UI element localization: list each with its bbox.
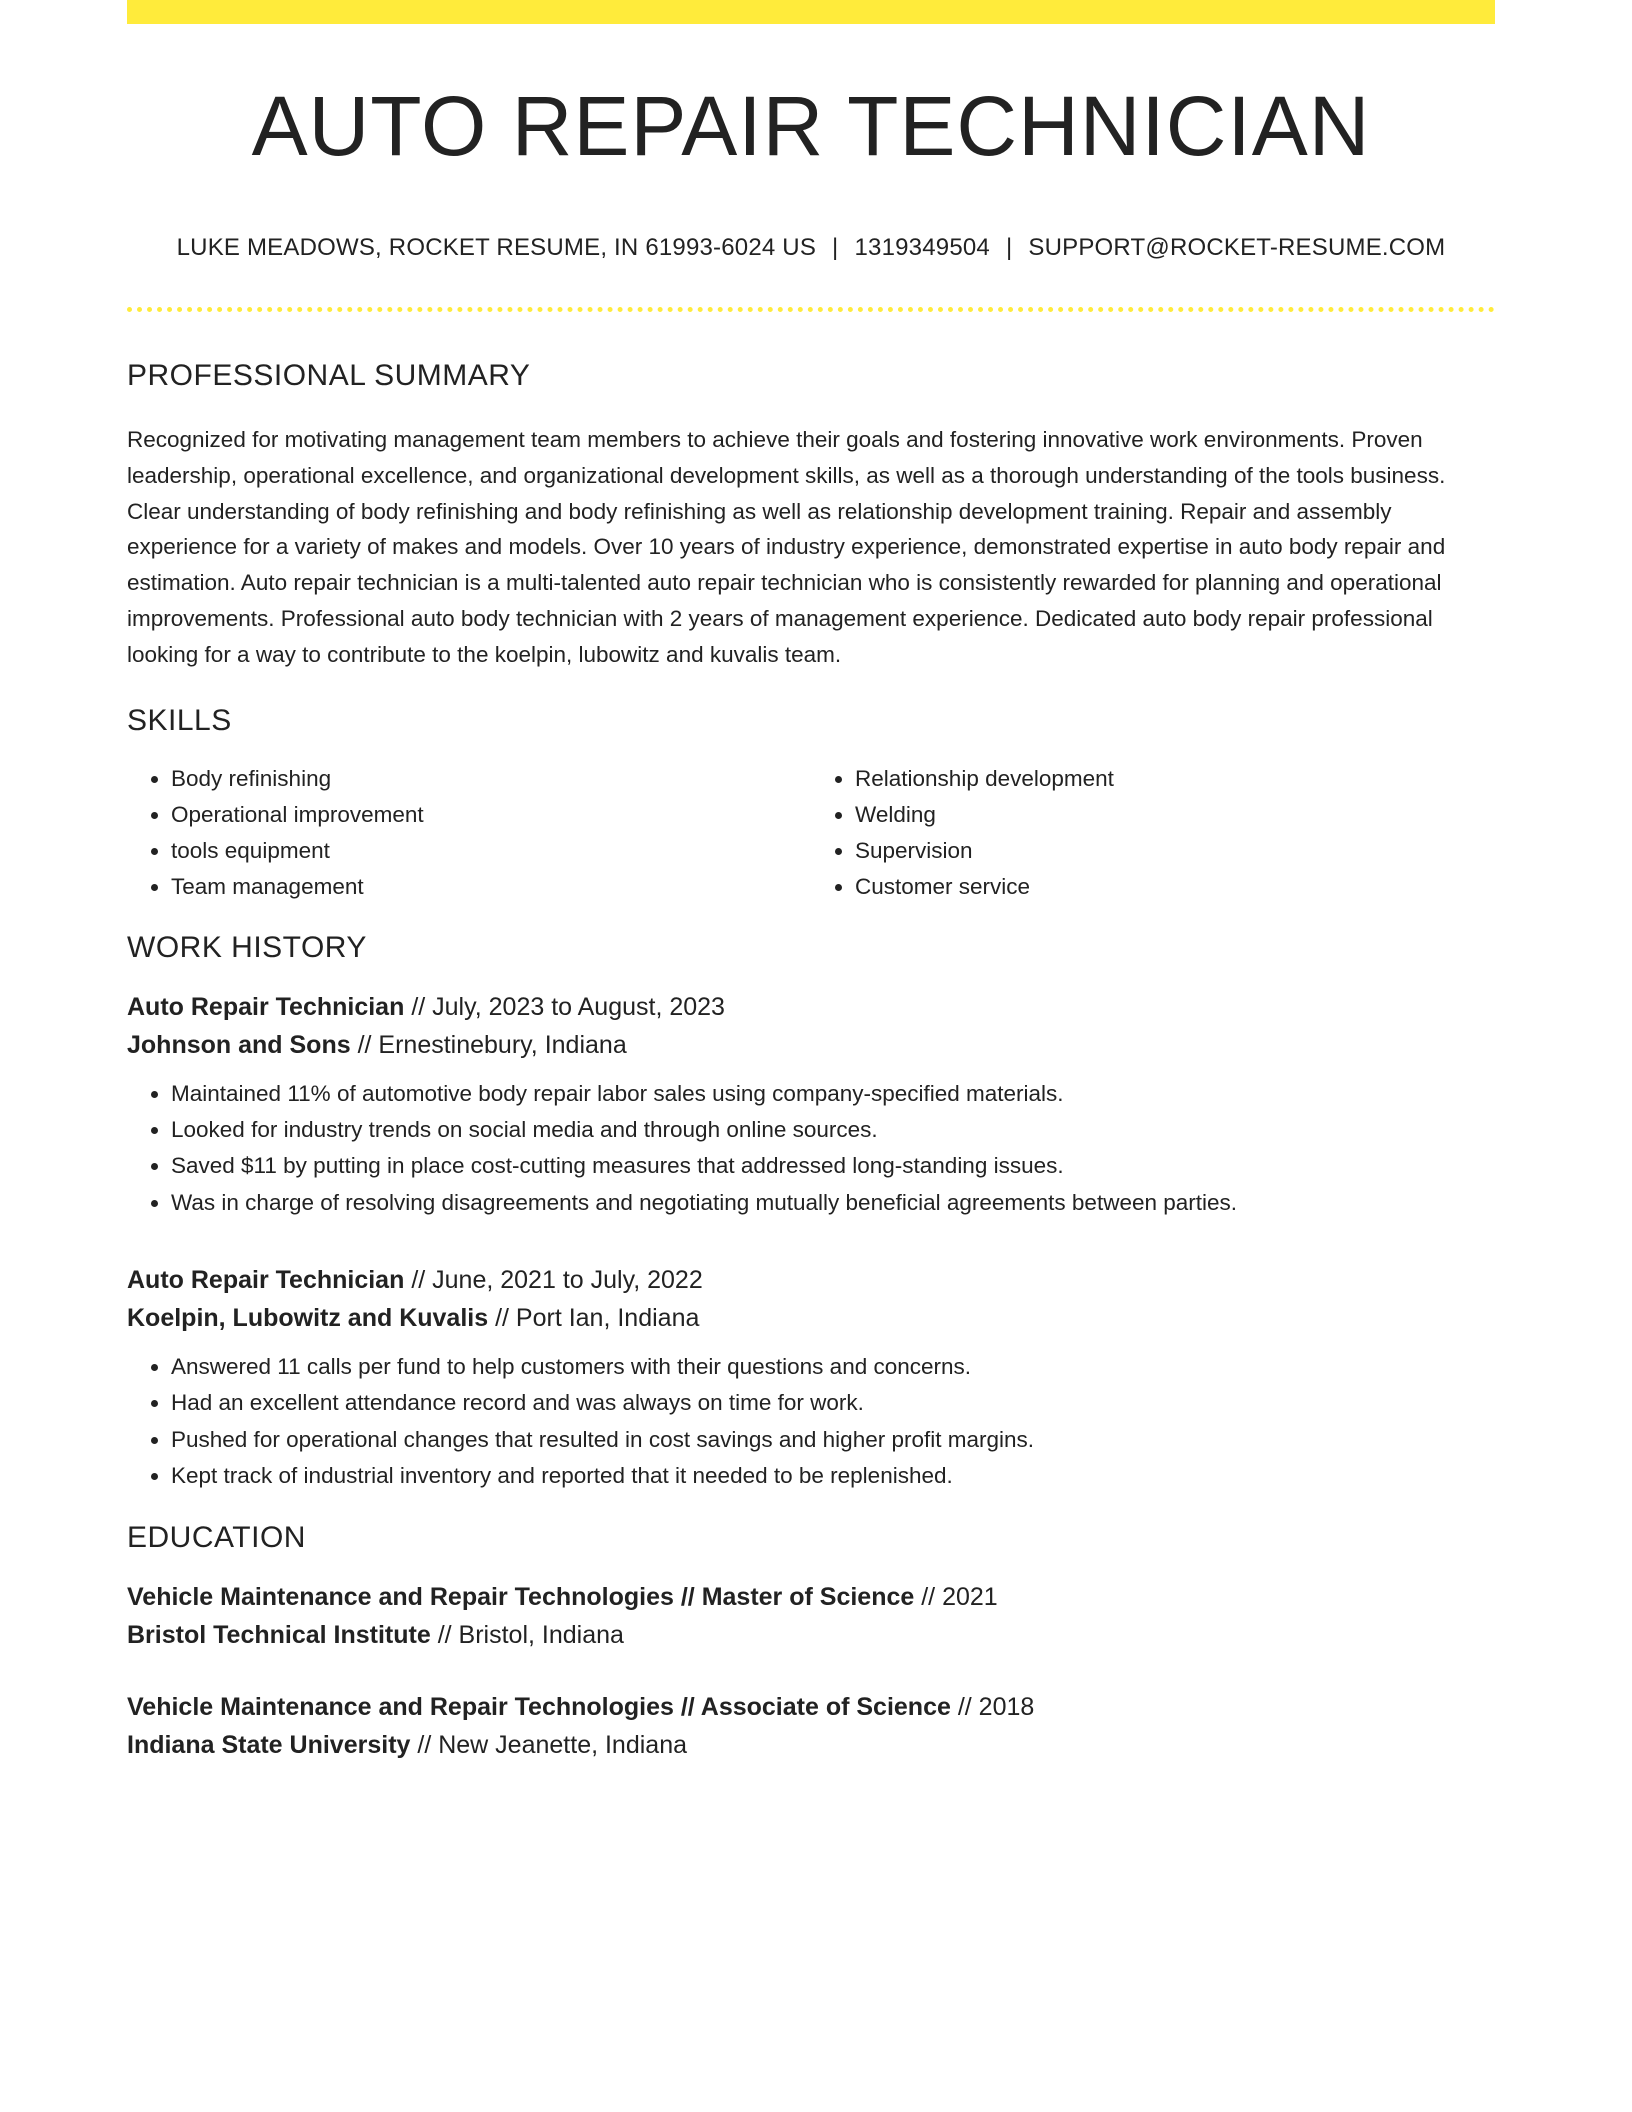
job-dates: // June, 2021 to July, 2022 bbox=[411, 1265, 703, 1294]
job-entry bbox=[127, 988, 1495, 1221]
school-line bbox=[127, 1726, 1495, 1764]
job-bullet: • Maintained 11% of automotive body repair labor sales using company-specified materials. bbox=[171, 1076, 1495, 1112]
job-bullet: • Had an excellent attendance record and was always on time for work. bbox=[171, 1385, 1495, 1421]
skill-item: • Team management bbox=[171, 869, 811, 905]
job-bullet: • Kept track of industrial inventory and reported that it needed to be replenished. bbox=[171, 1458, 1495, 1494]
employer-name: Koelpin, Lubowitz and Kuvalis bbox=[127, 1303, 489, 1332]
employer-location: // Ernestinebury, Indiana bbox=[357, 1030, 627, 1059]
skills-list bbox=[127, 761, 1495, 906]
degree: Vehicle Maintenance and Repair Technologies // Master of Science bbox=[127, 1583, 915, 1612]
degree-line bbox=[127, 1578, 1495, 1616]
job-dates: // July, 2023 to August, 2023 bbox=[411, 992, 725, 1021]
job-bullet: • Saved $11 by putting in place cost-cutting measures that addressed long-standing issues. bbox=[171, 1148, 1495, 1184]
school-line bbox=[127, 1616, 1495, 1654]
education-entry bbox=[127, 1688, 1495, 1764]
school-name: Indiana State University bbox=[127, 1731, 411, 1760]
job-title-line bbox=[127, 988, 1495, 1026]
graduation-year: // 2021 bbox=[921, 1583, 998, 1612]
work-history-heading: WORK HISTORY bbox=[127, 930, 367, 964]
dotted-divider bbox=[127, 307, 1495, 312]
education-heading: EDUCATION bbox=[127, 1521, 306, 1555]
skills-column-left bbox=[127, 761, 811, 906]
school-location: // Bristol, Indiana bbox=[437, 1621, 624, 1650]
job-bullet: • Looked for industry trends on social media and through online sources. bbox=[171, 1112, 1495, 1148]
skills-column-right bbox=[811, 761, 1495, 906]
skill-item: • Body refinishing bbox=[171, 761, 811, 797]
school-location: // New Jeanette, Indiana bbox=[417, 1731, 688, 1760]
job-entry bbox=[127, 1261, 1495, 1494]
job-bullets bbox=[127, 1349, 1495, 1494]
skill-item: • Relationship development bbox=[855, 761, 1495, 797]
contact-address: LUKE MEADOWS, ROCKET RESUME, IN 61993-6024 US bbox=[176, 234, 817, 262]
job-bullet: • Answered 11 calls per fund to help customers with their questions and concerns. bbox=[171, 1349, 1495, 1385]
summary-heading: PROFESSIONAL SUMMARY bbox=[127, 358, 531, 392]
skill-item: • Supervision bbox=[855, 833, 1495, 869]
job-bullet: • Pushed for operational changes that resulted in cost savings and higher profit margins. bbox=[171, 1422, 1495, 1458]
skill-item: • Operational improvement bbox=[171, 797, 811, 833]
job-bullet: • Was in charge of resolving disagreements and negotiating mutually beneficial agreements between parties. bbox=[171, 1185, 1495, 1221]
resume-page bbox=[127, 0, 1495, 1764]
contact-phone: 1319349504 bbox=[854, 234, 990, 262]
job-title: Auto Repair Technician bbox=[127, 1265, 405, 1294]
skills-heading: SKILLS bbox=[127, 703, 232, 737]
education-entry bbox=[127, 1578, 1495, 1654]
resume-title: AUTO REPAIR TECHNICIAN bbox=[251, 79, 1371, 173]
contact-separator: | bbox=[832, 234, 839, 262]
skill-item: • Customer service bbox=[855, 869, 1495, 905]
employer-line bbox=[127, 1026, 1495, 1064]
job-title: Auto Repair Technician bbox=[127, 992, 405, 1021]
contact-separator: | bbox=[1005, 234, 1013, 262]
contact-email: SUPPORT@ROCKET-RESUME.COM bbox=[1028, 234, 1446, 262]
graduation-year: // 2018 bbox=[957, 1693, 1035, 1722]
job-bullets bbox=[127, 1076, 1495, 1221]
accent-top-bar bbox=[127, 0, 1495, 24]
employer-name: Johnson and Sons bbox=[127, 1030, 351, 1059]
degree: Vehicle Maintenance and Repair Technologies // Associate of Science bbox=[127, 1693, 951, 1722]
summary-text: Recognized for motivating management team members to achieve their goals and fostering innovative work environments. Proven leadership, operational excellence, and organizational development skills, as well as a thorough understanding of the tools business. Clear understanding of body refinishing and body refinishing as well as relationship development training. Repair and assembly experience for a variety of makes and models. Over 10 years of industry experience, demonstrated expertise in auto body repair and estimation. Auto repair technician is a multi-talented auto repair technician who is consistently rewarded for planning and operational improvements. Professional auto body technician with 2 years of management experience. Dedicated auto body repair professional looking for a way to contribute to the koelpin, lubowitz and kuvalis team. bbox=[127, 426, 1446, 667]
skill-item: • tools equipment bbox=[171, 833, 811, 869]
employer-location: // Port Ian, Indiana bbox=[495, 1303, 700, 1332]
contact-line bbox=[127, 234, 1495, 263]
school-name: Bristol Technical Institute bbox=[127, 1621, 431, 1650]
job-title-line bbox=[127, 1261, 1495, 1299]
skill-item: • Welding bbox=[855, 797, 1495, 833]
degree-line bbox=[127, 1688, 1495, 1726]
employer-line bbox=[127, 1299, 1495, 1337]
